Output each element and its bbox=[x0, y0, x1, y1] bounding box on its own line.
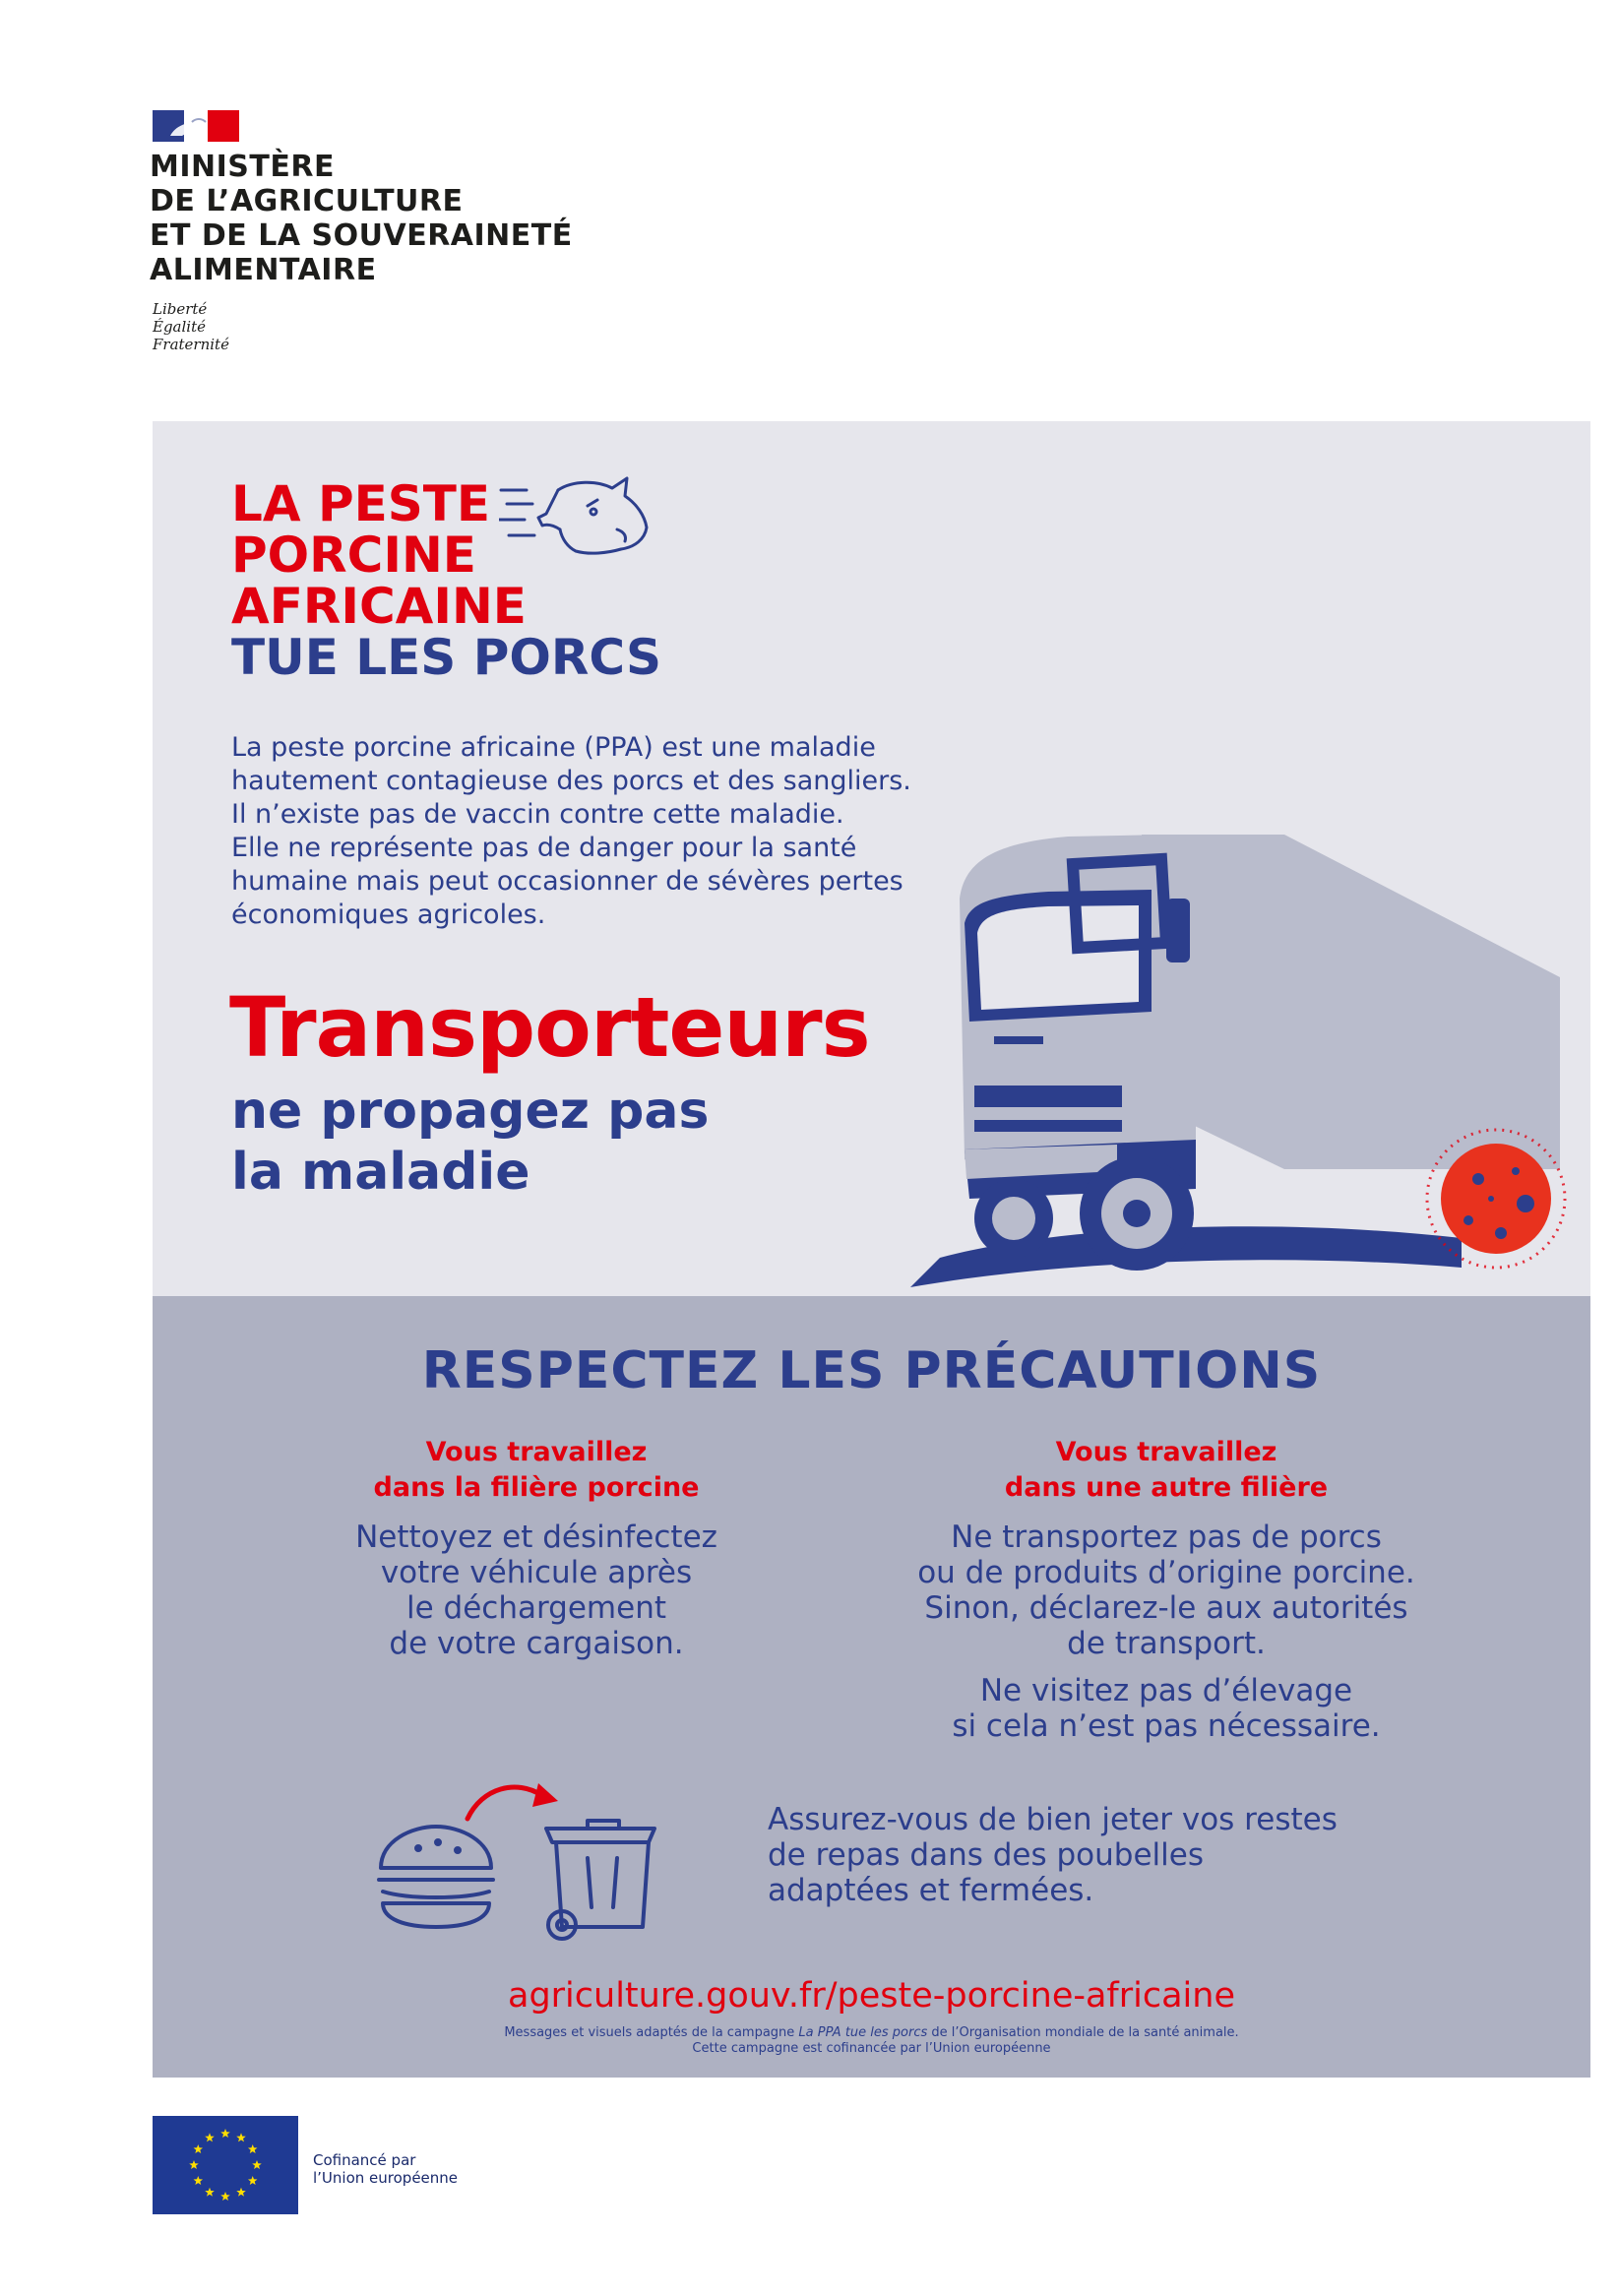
credits-campaign-name: La PPA tue les porcs bbox=[798, 2025, 928, 2040]
sub-title-line: la maladie bbox=[231, 1143, 530, 1202]
credits-line-1 bbox=[153, 2025, 1590, 2041]
credits-prefix: Messages et visuels adaptés de la campagne bbox=[504, 2025, 799, 2040]
column-porcine bbox=[320, 1435, 753, 1661]
intro-line: humaine mais peut occasionner de sévères pertes bbox=[231, 866, 903, 897]
sub-title-line: ne propagez pas bbox=[231, 1082, 710, 1141]
eu-text-line: Cofinancé par bbox=[313, 2151, 416, 2169]
motto-line: Liberté bbox=[153, 300, 208, 318]
eu-cofinancing bbox=[313, 2151, 458, 2187]
poster bbox=[153, 421, 1590, 2078]
waste-line: de repas dans des poubelles bbox=[768, 1837, 1204, 1873]
column-other bbox=[861, 1435, 1471, 1744]
column-heading: Vous travaillez bbox=[1055, 1437, 1277, 1467]
column-heading: Vous travaillez bbox=[425, 1437, 648, 1467]
column-body-line: votre véhicule après bbox=[380, 1555, 693, 1590]
transporteurs-title: Transporteurs bbox=[229, 979, 870, 1076]
precautions-title: RESPECTEZ LES PRÉCAUTIONS bbox=[421, 1341, 1322, 1400]
intro-line: économiques agricoles. bbox=[231, 900, 546, 930]
column-body-line: de transport. bbox=[1067, 1626, 1266, 1661]
ministry-line: DE L’AGRICULTURE bbox=[150, 184, 464, 218]
headline-blue-line: TUE LES PORCS bbox=[231, 629, 661, 686]
ministry-name bbox=[150, 150, 661, 287]
waste-icons bbox=[369, 1760, 664, 1947]
boar-icon bbox=[499, 470, 656, 565]
column-body-line: Ne transportez pas de porcs bbox=[951, 1520, 1382, 1555]
headline-line: PORCINE bbox=[231, 527, 476, 584]
column-heading: dans la filière porcine bbox=[373, 1472, 700, 1503]
campaign-url[interactable]: agriculture.gouv.fr/peste-porcine-africaine bbox=[508, 1976, 1235, 2016]
arrow-icon bbox=[467, 1787, 541, 1819]
column-heading: dans une autre filière bbox=[1004, 1472, 1329, 1503]
credits-suffix: de l’Organisation mondiale de la santé animale. bbox=[927, 2025, 1239, 2040]
column-body-line: Nettoyez et désinfectez bbox=[355, 1520, 717, 1555]
ministry-line: ALIMENTAIRE bbox=[150, 253, 377, 287]
sub-title bbox=[231, 1081, 709, 1203]
motto-line: Fraternité bbox=[153, 336, 229, 353]
eu-text-line: l’Union européenne bbox=[313, 2169, 459, 2187]
waste-line: Assurez-vous de bien jeter vos restes bbox=[768, 1802, 1338, 1837]
column-body bbox=[861, 1520, 1471, 1661]
intro-line: La peste porcine africaine (PPA) est une maladie bbox=[231, 732, 876, 763]
waste-line: adaptées et fermées. bbox=[768, 1873, 1094, 1908]
marianne-logo bbox=[153, 110, 239, 142]
column-body-line: le déchargement bbox=[406, 1590, 666, 1626]
intro-text bbox=[231, 731, 979, 932]
motto-line: Égalité bbox=[153, 318, 206, 336]
motto bbox=[153, 300, 229, 353]
trash-bin-icon bbox=[546, 1821, 654, 1939]
ministry-line: MINISTÈRE bbox=[150, 150, 335, 184]
credits-line-2: Cette campagne est cofinancée par l’Union européenne bbox=[692, 2041, 1051, 2056]
headline-line: AFRICAINE bbox=[231, 578, 527, 635]
burger-icon bbox=[379, 1827, 493, 1927]
column-body-line: de votre cargaison. bbox=[389, 1626, 684, 1661]
intro-line: hautement contagieuse des porcs et des sangliers. bbox=[231, 766, 911, 796]
column-body bbox=[320, 1520, 753, 1661]
eu-flag-icon bbox=[153, 2116, 298, 2214]
column-body-2 bbox=[861, 1673, 1471, 1744]
waste-text bbox=[768, 1802, 1338, 1908]
column-body-line: Ne visitez pas d’élevage bbox=[979, 1673, 1353, 1708]
column-body-line: si cela n’est pas nécessaire. bbox=[952, 1708, 1381, 1744]
headline-line: LA PESTE bbox=[231, 475, 491, 532]
intro-line: Elle ne représente pas de danger pour la santé bbox=[231, 833, 857, 863]
column-body-line: Sinon, déclarez-le aux autorités bbox=[924, 1590, 1408, 1626]
column-body-line: ou de produits d’origine porcine. bbox=[917, 1555, 1415, 1590]
credits bbox=[153, 2025, 1590, 2057]
ministry-line: ET DE LA SOUVERAINETÉ bbox=[150, 218, 573, 253]
intro-line: Il n’existe pas de vaccin contre cette maladie. bbox=[231, 799, 844, 830]
